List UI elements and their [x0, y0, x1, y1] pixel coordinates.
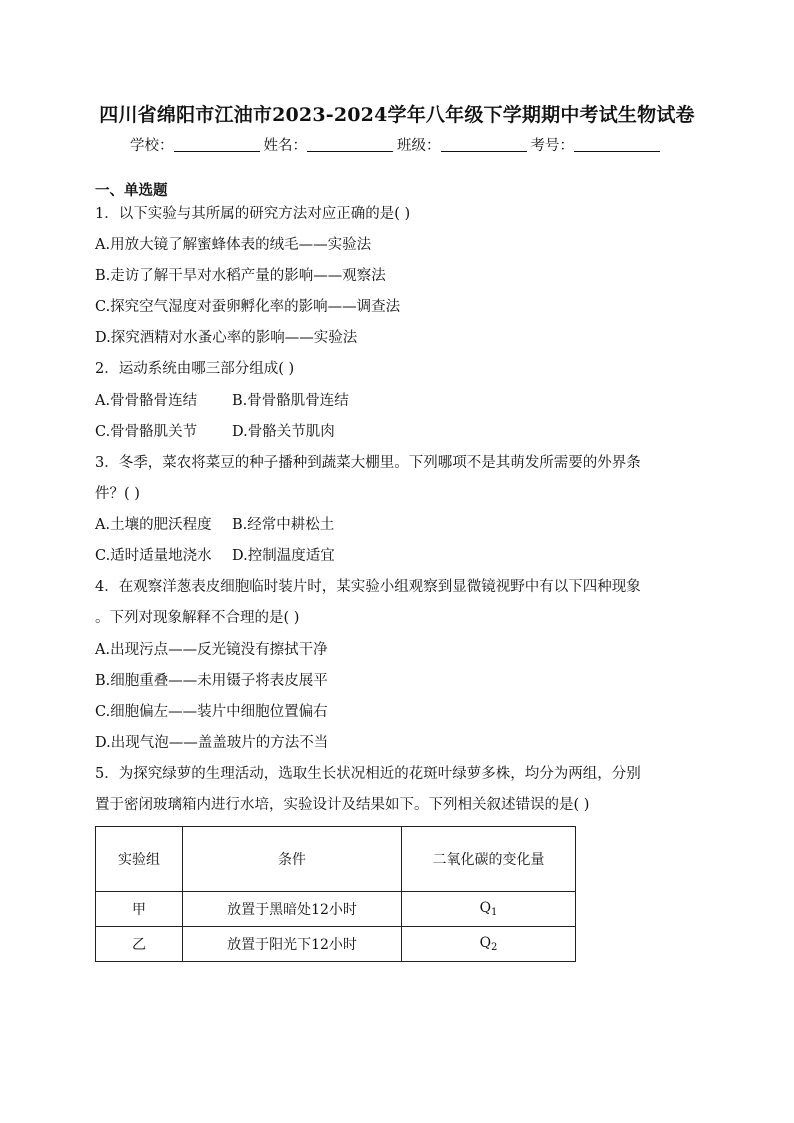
question-5-stem-line-1: 5．为探究绿萝的生理活动，选取生长状况相近的花斑叶绿萝多株，均分为两组，分别	[95, 766, 641, 782]
name-label: 姓名：	[263, 138, 307, 154]
row-2-q-subscript: 2	[491, 942, 498, 953]
question-1-option-c: C.探究空气湿度对蚕卵孵化率的影响——调查法	[95, 299, 401, 315]
exam-number-field	[531, 135, 665, 157]
question-4-stem-line-2: 。下列对现象解释不合理的是( )	[95, 610, 300, 626]
row-2-condition: 放置于阳光下12小时	[183, 927, 402, 962]
experiment-table	[95, 826, 576, 962]
question-1-option-d: D.探究酒精对水蚤心率的影响——实验法	[95, 330, 358, 346]
student-info-line	[0, 135, 794, 157]
question-2-option-a: A.骨骨骼骨连结	[95, 393, 198, 409]
school-blank[interactable]	[174, 136, 260, 152]
question-3-option-d: D.控制温度适宜	[232, 548, 335, 564]
question-3-stem-line-2: 件？( )	[95, 486, 140, 502]
school-field	[130, 135, 264, 157]
question-3-options-row-1	[95, 514, 705, 536]
row-2-group: 乙	[96, 927, 183, 962]
header-group: 实验组	[96, 827, 183, 892]
row-1-co2	[402, 892, 576, 927]
question-4-stem-line-1: 4．在观察洋葱表皮细胞临时装片时，某实验小组观察到显微镜视野中有以下四种现象	[95, 579, 641, 595]
row-1-q-subscript: 1	[491, 907, 498, 918]
question-3-stem-line-1: 3．冬季，菜农将菜豆的种子播种到蔬菜大棚里。下列哪项不是其萌发所需要的外界条	[95, 455, 641, 471]
question-1-stem: 1．以下实验与其所属的研究方法对应正确的是( )	[95, 206, 411, 222]
question-1-option-a: A.用放大镜了解蜜蜂体表的绒毛——实验法	[95, 237, 372, 253]
question-2-stem: 2．运动系统由哪三部分组成( )	[95, 361, 295, 377]
question-4-option-b: B.细胞重叠——未用镊子将表皮展平	[95, 673, 328, 689]
question-3-options-row-2	[95, 545, 705, 567]
row-1-condition: 放置于黑暗处12小时	[183, 892, 402, 927]
header-condition: 条件	[183, 827, 402, 892]
table-header-row	[96, 827, 576, 892]
question-2-options-row-1	[95, 390, 705, 412]
name-field	[264, 135, 398, 157]
question-4-option-a: A.出现污点——反光镜没有擦拭干净	[95, 642, 328, 658]
exam-number-label: 考号：	[530, 138, 574, 154]
exam-number-blank[interactable]	[574, 136, 660, 152]
class-blank[interactable]	[441, 136, 527, 152]
question-3-option-a: A.土壤的肥沃程度	[95, 517, 212, 533]
header-co2-change: 二氧化碳的变化量	[402, 827, 576, 892]
row-1-q: Q	[479, 900, 492, 916]
question-3-option-b: B.经常中耕松土	[232, 517, 335, 533]
question-2-option-c: C.骨骨骼肌关节	[95, 424, 198, 440]
question-2-option-d: D.骨骼关节肌肉	[232, 424, 335, 440]
section-heading: 一、单选题	[95, 182, 168, 199]
name-blank[interactable]	[307, 136, 393, 152]
row-2-q: Q	[479, 935, 492, 951]
question-4-option-c: C.细胞偏左——装片中细胞位置偏右	[95, 704, 328, 720]
row-2-co2	[402, 927, 576, 962]
exam-title: 四川省绵阳市江油市2023-2024学年八年级下学期期中考试生物试卷	[99, 104, 695, 126]
question-4-option-d: D.出现气泡——盖盖玻片的方法不当	[95, 735, 329, 751]
table-row	[96, 892, 576, 927]
school-label: 学校：	[130, 138, 174, 154]
question-2-options-row-2	[95, 421, 705, 443]
class-label: 班级：	[397, 138, 441, 154]
question-5-stem-line-2: 置于密闭玻璃箱内进行水培，实验设计及结果如下。下列相关叙述错误的是( )	[95, 797, 590, 813]
question-1-option-b: B.走访了解干旱对水稻产量的影响——观察法	[95, 268, 386, 284]
question-2-option-b: B.骨骨骼肌骨连结	[232, 393, 349, 409]
class-field	[397, 135, 531, 157]
table-row	[96, 927, 576, 962]
question-3-option-c: C.适时适量地浇水	[95, 548, 212, 564]
row-1-group: 甲	[96, 892, 183, 927]
